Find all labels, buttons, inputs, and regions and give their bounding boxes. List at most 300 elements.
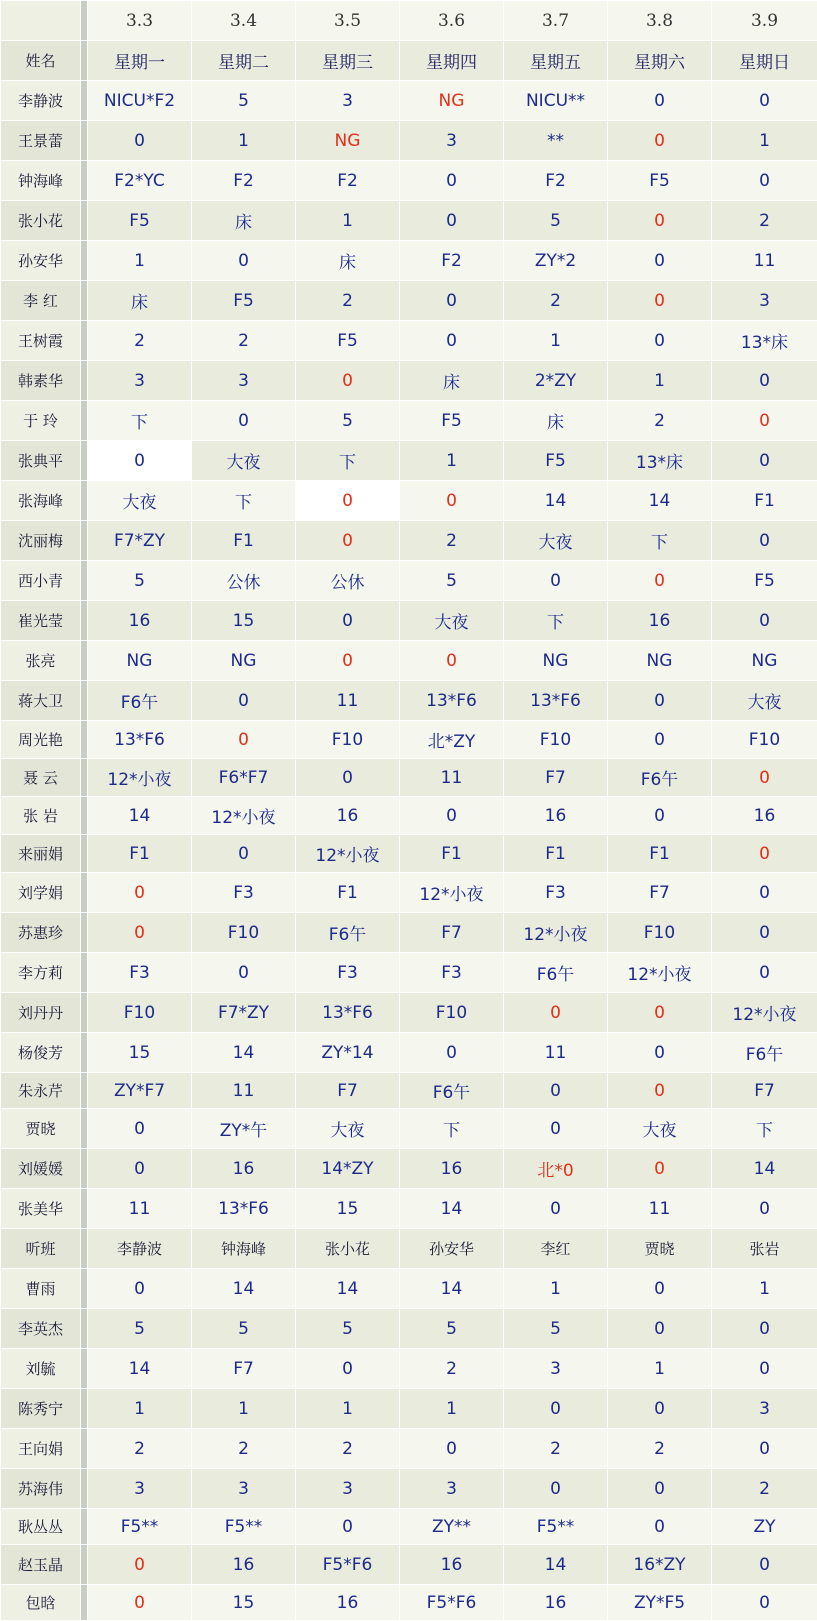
divider-cell xyxy=(81,1429,88,1469)
divider-cell xyxy=(81,601,88,641)
shift-cell: F3 xyxy=(296,953,400,993)
shift-cell: 3 xyxy=(504,1349,608,1389)
shift-cell: 0 xyxy=(504,1469,608,1509)
shift-cell: 1 xyxy=(192,121,296,161)
shift-cell: 0 xyxy=(296,521,400,561)
shift-cell: 0 xyxy=(608,1309,712,1349)
table-row xyxy=(1,1469,817,1509)
table-row xyxy=(1,1269,817,1309)
divider-cell xyxy=(81,1389,88,1429)
staff-name: 沈丽梅 xyxy=(1,521,81,561)
table-row xyxy=(1,721,817,759)
shift-cell: F10 xyxy=(504,721,608,759)
shift-cell: 床 xyxy=(296,241,400,281)
shift-cell: 0 xyxy=(504,1389,608,1429)
divider-cell xyxy=(81,797,88,835)
shift-cell: F2 xyxy=(504,161,608,201)
shift-cell: F2 xyxy=(400,241,504,281)
shift-cell: 16 xyxy=(400,1149,504,1189)
divider-cell xyxy=(81,441,88,481)
shift-cell: 孙安华 xyxy=(400,1229,504,1269)
staff-name: 孙安华 xyxy=(1,241,81,281)
divider-cell xyxy=(81,481,88,521)
shift-cell: 1 xyxy=(88,241,192,281)
staff-name: 耿丛丛 xyxy=(1,1509,81,1545)
date-header: 3.7 xyxy=(504,1,608,41)
shift-cell: 0 xyxy=(712,601,817,641)
table-row xyxy=(1,1149,817,1189)
divider-cell xyxy=(81,759,88,797)
shift-cell: F10 xyxy=(296,721,400,759)
shift-cell: 5 xyxy=(192,81,296,121)
shift-cell: 0 xyxy=(712,953,817,993)
shift-cell: 0 xyxy=(296,641,400,681)
shift-cell: 2 xyxy=(400,1349,504,1389)
shift-cell: 0 xyxy=(712,835,817,873)
shift-cell: 5 xyxy=(400,1309,504,1349)
shift-cell: F5 xyxy=(504,441,608,481)
shift-cell: 0 xyxy=(400,481,504,521)
shift-cell: 2 xyxy=(88,321,192,361)
shift-cell: F5*F6 xyxy=(400,1585,504,1621)
shift-cell: 0 xyxy=(504,993,608,1033)
shift-cell: 3 xyxy=(88,1469,192,1509)
divider-cell xyxy=(81,641,88,681)
staff-name: 张小花 xyxy=(1,201,81,241)
table-row xyxy=(1,321,817,361)
shift-cell: 14 xyxy=(400,1269,504,1309)
shift-cell: NICU*F2 xyxy=(88,81,192,121)
shift-cell: 14 xyxy=(504,1545,608,1585)
shift-cell: 1 xyxy=(608,1349,712,1389)
shift-cell: 0 xyxy=(712,759,817,797)
divider-cell xyxy=(81,1269,88,1309)
shift-cell: 3 xyxy=(192,1469,296,1509)
weekday-header: 星期五 xyxy=(504,41,608,81)
shift-cell: 12*小夜 xyxy=(296,835,400,873)
shift-cell: 14*ZY xyxy=(296,1149,400,1189)
shift-cell: F1 xyxy=(400,835,504,873)
divider-cell xyxy=(81,521,88,561)
shift-cell: F7 xyxy=(504,759,608,797)
divider-cell xyxy=(81,201,88,241)
shift-cell: 0 xyxy=(608,993,712,1033)
divider-cell xyxy=(81,913,88,953)
shift-cell: 1 xyxy=(712,1269,817,1309)
staff-name: 刘学娟 xyxy=(1,873,81,913)
shift-cell: 13*F6 xyxy=(88,721,192,759)
shift-cell: NG xyxy=(192,641,296,681)
shift-cell: F7 xyxy=(712,1073,817,1109)
shift-cell: 0 xyxy=(504,1189,608,1229)
table-row xyxy=(1,361,817,401)
shift-cell: 2*ZY xyxy=(504,361,608,401)
shift-cell: 大夜 xyxy=(712,681,817,721)
shift-cell: 大夜 xyxy=(608,1109,712,1149)
shift-cell: 16 xyxy=(192,1545,296,1585)
shift-cell: 0 xyxy=(712,521,817,561)
shift-cell: 0 xyxy=(400,281,504,321)
shift-cell: 1 xyxy=(504,1269,608,1309)
shift-cell: 13*床 xyxy=(712,321,817,361)
shift-cell: 5 xyxy=(296,1309,400,1349)
shift-cell: 0 xyxy=(296,601,400,641)
shift-cell: F6午 xyxy=(88,681,192,721)
staff-name: 韩素华 xyxy=(1,361,81,401)
shift-cell: 床 xyxy=(504,401,608,441)
shift-cell: 3 xyxy=(400,1469,504,1509)
date-header: 3.8 xyxy=(608,1,712,41)
staff-name: 苏惠珍 xyxy=(1,913,81,953)
shift-cell: 0 xyxy=(712,1429,817,1469)
shift-cell: 0 xyxy=(712,1585,817,1621)
staff-name: 王景蕾 xyxy=(1,121,81,161)
shift-cell: 下 xyxy=(608,521,712,561)
shift-cell: 0 xyxy=(608,1149,712,1189)
shift-cell: 北*0 xyxy=(504,1149,608,1189)
shift-cell: 下 xyxy=(504,601,608,641)
staff-name: 李方莉 xyxy=(1,953,81,993)
table-row xyxy=(1,441,817,481)
shift-cell: 0 xyxy=(504,561,608,601)
shift-cell: F5** xyxy=(504,1509,608,1545)
shift-cell: 北*ZY xyxy=(400,721,504,759)
staff-name: 张 岩 xyxy=(1,797,81,835)
shift-cell: 13*F6 xyxy=(504,681,608,721)
table-row xyxy=(1,601,817,641)
table-row xyxy=(1,873,817,913)
shift-cell: 0 xyxy=(296,1349,400,1389)
shift-cell: ZY*午 xyxy=(192,1109,296,1149)
weekday-header: 星期四 xyxy=(400,41,504,81)
divider-cell xyxy=(81,1309,88,1349)
shift-cell: 2 xyxy=(712,201,817,241)
shift-cell: 张岩 xyxy=(712,1229,817,1269)
shift-cell: 3 xyxy=(712,281,817,321)
shift-cell: 大夜 xyxy=(504,521,608,561)
table-row xyxy=(1,1429,817,1469)
shift-cell: 大夜 xyxy=(400,601,504,641)
shift-cell: 14 xyxy=(88,1349,192,1389)
divider-cell xyxy=(81,1229,88,1269)
shift-cell: 公休 xyxy=(192,561,296,601)
shift-cell: F5 xyxy=(296,321,400,361)
staff-name: 王向娟 xyxy=(1,1429,81,1469)
shift-cell: 0 xyxy=(192,721,296,759)
divider-cell xyxy=(81,993,88,1033)
shift-cell: 15 xyxy=(296,1189,400,1229)
shift-cell: F5 xyxy=(712,561,817,601)
divider-cell xyxy=(81,1349,88,1389)
shift-cell: 0 xyxy=(608,81,712,121)
shift-cell: 3 xyxy=(296,1469,400,1509)
shift-cell: 0 xyxy=(400,201,504,241)
table-row xyxy=(1,401,817,441)
shift-cell: F1 xyxy=(88,835,192,873)
shift-cell: F6午 xyxy=(504,953,608,993)
table-row xyxy=(1,641,817,681)
table-row xyxy=(1,1545,817,1585)
shift-cell: F10 xyxy=(712,721,817,759)
shift-cell: NG xyxy=(296,121,400,161)
shift-cell: 3 xyxy=(296,81,400,121)
shift-cell: NG xyxy=(400,81,504,121)
divider-cell xyxy=(81,1469,88,1509)
staff-name: 张亮 xyxy=(1,641,81,681)
staff-name: 张典平 xyxy=(1,441,81,481)
shift-cell: F2*YC xyxy=(88,161,192,201)
shift-cell: 0 xyxy=(608,201,712,241)
shift-cell: 0 xyxy=(192,681,296,721)
shift-cell: F1 xyxy=(712,481,817,521)
divider-cell xyxy=(81,1,88,41)
divider-cell xyxy=(81,721,88,759)
shift-cell: 15 xyxy=(88,1033,192,1073)
weekday-header: 星期六 xyxy=(608,41,712,81)
shift-cell: 0 xyxy=(712,441,817,481)
table-row xyxy=(1,1189,817,1229)
shift-cell: 5 xyxy=(296,401,400,441)
shift-cell: 11 xyxy=(400,759,504,797)
shift-cell: 14 xyxy=(608,481,712,521)
shift-cell: 11 xyxy=(608,1189,712,1229)
shift-cell: 0 xyxy=(712,401,817,441)
table-row xyxy=(1,1109,817,1149)
shift-cell: 11 xyxy=(88,1189,192,1229)
shift-cell: F5 xyxy=(400,401,504,441)
table-row xyxy=(1,1585,817,1621)
shift-cell: 5 xyxy=(192,1309,296,1349)
shift-cell: 14 xyxy=(400,1189,504,1229)
staff-name: 李静波 xyxy=(1,81,81,121)
shift-cell: 0 xyxy=(608,241,712,281)
table-row xyxy=(1,993,817,1033)
shift-cell: F5*F6 xyxy=(296,1545,400,1585)
name-column-header: 姓名 xyxy=(1,41,81,81)
staff-name: 杨俊芳 xyxy=(1,1033,81,1073)
shift-cell: 0 xyxy=(504,1073,608,1109)
shift-cell: F10 xyxy=(88,993,192,1033)
staff-name: 蒋大卫 xyxy=(1,681,81,721)
shift-cell: 0 xyxy=(296,481,400,521)
table-row xyxy=(1,913,817,953)
shift-cell: 12*小夜 xyxy=(88,759,192,797)
shift-cell: 0 xyxy=(608,797,712,835)
shift-cell: F10 xyxy=(192,913,296,953)
divider-cell xyxy=(81,1033,88,1073)
shift-cell: 0 xyxy=(88,121,192,161)
shift-cell: 2 xyxy=(608,401,712,441)
divider-cell xyxy=(81,953,88,993)
staff-name: 朱永芹 xyxy=(1,1073,81,1109)
divider-cell xyxy=(81,81,88,121)
shift-cell: F3 xyxy=(88,953,192,993)
shift-cell: 1 xyxy=(712,121,817,161)
staff-name: 听班 xyxy=(1,1229,81,1269)
shift-cell: 下 xyxy=(192,481,296,521)
shift-cell: F7 xyxy=(400,913,504,953)
shift-cell: F10 xyxy=(400,993,504,1033)
shift-cell: F7 xyxy=(296,1073,400,1109)
staff-name: 贾晓 xyxy=(1,1109,81,1149)
divider-cell xyxy=(81,1109,88,1149)
date-header: 3.6 xyxy=(400,1,504,41)
shift-cell: 0 xyxy=(608,281,712,321)
shift-cell: F1 xyxy=(608,835,712,873)
shift-cell: F2 xyxy=(192,161,296,201)
divider-cell xyxy=(81,401,88,441)
shift-cell: 5 xyxy=(88,561,192,601)
staff-name: 李 红 xyxy=(1,281,81,321)
shift-cell: 0 xyxy=(88,441,192,481)
table-row xyxy=(1,1509,817,1545)
shift-cell: 2 xyxy=(296,281,400,321)
shift-cell: 12*小夜 xyxy=(504,913,608,953)
shift-cell: F5 xyxy=(88,201,192,241)
shift-cell: F1 xyxy=(192,521,296,561)
shift-cell: F2 xyxy=(296,161,400,201)
shift-cell: 3 xyxy=(400,121,504,161)
shift-cell: ZY*F5 xyxy=(608,1585,712,1621)
date-header: 3.9 xyxy=(712,1,817,41)
shift-cell: 16 xyxy=(608,601,712,641)
staff-name: 张美华 xyxy=(1,1189,81,1229)
shift-cell: 14 xyxy=(88,797,192,835)
table-row xyxy=(1,81,817,121)
shift-cell: 下 xyxy=(400,1109,504,1149)
shift-cell: 钟海峰 xyxy=(192,1229,296,1269)
shift-cell: 16 xyxy=(504,1585,608,1621)
shift-cell: 14 xyxy=(192,1269,296,1309)
shift-cell: F10 xyxy=(608,913,712,953)
table-row xyxy=(1,121,817,161)
shift-cell: 0 xyxy=(712,1309,817,1349)
table-row xyxy=(1,281,817,321)
shift-cell: 16 xyxy=(88,601,192,641)
staff-name: 曹雨 xyxy=(1,1269,81,1309)
shift-cell: NG xyxy=(504,641,608,681)
shift-cell: 0 xyxy=(88,913,192,953)
weekday-header: 星期三 xyxy=(296,41,400,81)
shift-cell: 0 xyxy=(608,681,712,721)
shift-cell: 2 xyxy=(88,1429,192,1469)
date-header: 3.3 xyxy=(88,1,192,41)
shift-cell: 0 xyxy=(608,1033,712,1073)
shift-cell: 0 xyxy=(608,121,712,161)
shift-cell: 1 xyxy=(88,1389,192,1429)
shift-cell: 13*F6 xyxy=(296,993,400,1033)
shift-cell: 13*F6 xyxy=(400,681,504,721)
shift-cell: 0 xyxy=(608,1469,712,1509)
shift-cell: 3 xyxy=(192,361,296,401)
shift-cell: F5 xyxy=(608,161,712,201)
shift-cell: 0 xyxy=(504,1109,608,1149)
table-row xyxy=(1,953,817,993)
divider-cell xyxy=(81,281,88,321)
staff-name: 王树霞 xyxy=(1,321,81,361)
shift-cell: 11 xyxy=(712,241,817,281)
shift-cell: F6午 xyxy=(400,1073,504,1109)
shift-cell: F1 xyxy=(296,873,400,913)
shift-cell: 贾晓 xyxy=(608,1229,712,1269)
shift-cell: 0 xyxy=(400,161,504,201)
shift-cell: 1 xyxy=(400,1389,504,1429)
shift-cell: 0 xyxy=(400,1429,504,1469)
shift-cell: 12*小夜 xyxy=(608,953,712,993)
divider-cell xyxy=(81,835,88,873)
table-row xyxy=(1,759,817,797)
date-row xyxy=(1,1,817,41)
shift-cell: 0 xyxy=(608,321,712,361)
table-row xyxy=(1,1349,817,1389)
staff-name: 崔光莹 xyxy=(1,601,81,641)
shift-cell: 0 xyxy=(712,1189,817,1229)
shift-cell: 2 xyxy=(296,1429,400,1469)
shift-cell: 14 xyxy=(712,1149,817,1189)
shift-cell: 0 xyxy=(400,797,504,835)
shift-cell: F6午 xyxy=(296,913,400,953)
shift-cell: F6午 xyxy=(608,759,712,797)
shift-cell: 床 xyxy=(192,201,296,241)
shift-cell: 3 xyxy=(88,361,192,401)
shift-cell: 16 xyxy=(400,1545,504,1585)
shift-cell: 14 xyxy=(504,481,608,521)
staff-name: 刘媛媛 xyxy=(1,1149,81,1189)
shift-cell: ZY*14 xyxy=(296,1033,400,1073)
shift-cell: 0 xyxy=(192,835,296,873)
divider-cell xyxy=(81,1189,88,1229)
shift-cell: F6*F7 xyxy=(192,759,296,797)
shift-cell: F5** xyxy=(192,1509,296,1545)
shift-cell: 0 xyxy=(400,321,504,361)
shift-cell: ZY xyxy=(712,1509,817,1545)
shift-cell: 11 xyxy=(504,1033,608,1073)
shift-cell: 13*F6 xyxy=(192,1189,296,1229)
divider-cell xyxy=(81,241,88,281)
weekday-header: 星期一 xyxy=(88,41,192,81)
divider-cell xyxy=(81,873,88,913)
shift-cell: 12*小夜 xyxy=(400,873,504,913)
divider-cell xyxy=(81,361,88,401)
shift-cell: 2 xyxy=(504,1429,608,1469)
shift-cell: 14 xyxy=(296,1269,400,1309)
shift-cell: 床 xyxy=(88,281,192,321)
shift-cell: 1 xyxy=(504,321,608,361)
shift-cell: 15 xyxy=(192,1585,296,1621)
table-row xyxy=(1,241,817,281)
shift-cell: F5** xyxy=(88,1509,192,1545)
divider-cell xyxy=(81,41,88,81)
staff-name: 于 玲 xyxy=(1,401,81,441)
shift-cell: 李静波 xyxy=(88,1229,192,1269)
table-row xyxy=(1,1309,817,1349)
shift-cell: 11 xyxy=(192,1073,296,1109)
staff-name: 陈秀宁 xyxy=(1,1389,81,1429)
shift-cell: 1 xyxy=(296,201,400,241)
shift-cell: F6午 xyxy=(712,1033,817,1073)
shift-cell: 13*床 xyxy=(608,441,712,481)
shift-cell: 12*小夜 xyxy=(712,993,817,1033)
shift-cell: 16 xyxy=(192,1149,296,1189)
shift-cell: ZY*2 xyxy=(504,241,608,281)
shift-cell: 1 xyxy=(608,361,712,401)
shift-cell: 0 xyxy=(712,1349,817,1389)
date-header: 3.5 xyxy=(296,1,400,41)
weekday-row xyxy=(1,41,817,81)
shift-cell: 0 xyxy=(88,1149,192,1189)
shift-cell: NG xyxy=(608,641,712,681)
shift-cell: 下 xyxy=(88,401,192,441)
